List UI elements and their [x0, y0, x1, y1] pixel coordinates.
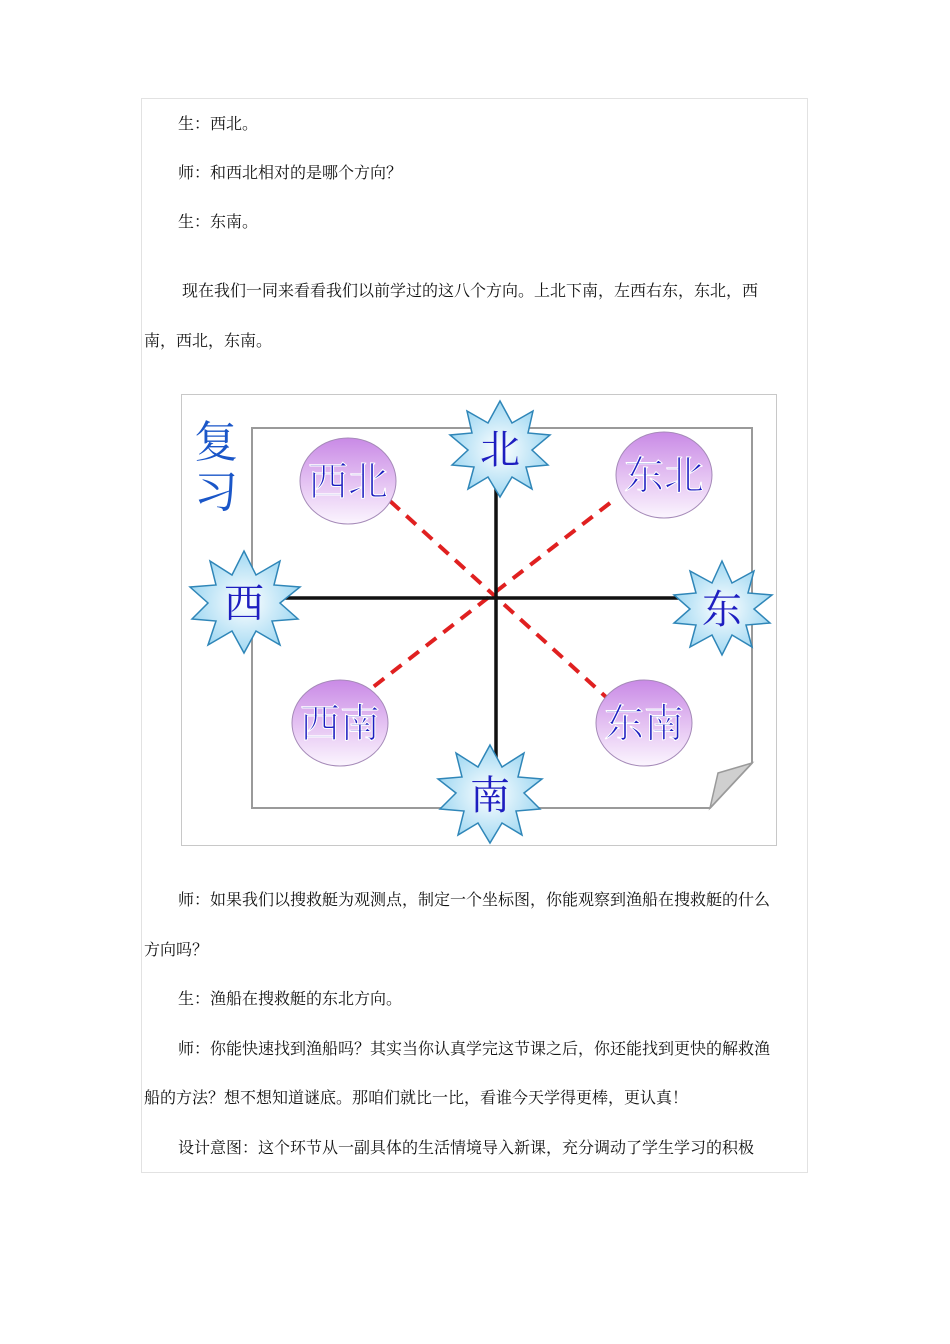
- label-northeast: 东北: [624, 453, 704, 499]
- dialog-line: 师：你能快速找到渔船吗？其实当你认真学完这节课之后，你还能找到更快的解救渔: [178, 1039, 771, 1058]
- design-intent-line: 设计意图：这个环节从一副具体的生活情境导入新课，充分调动了学生学习的积极: [178, 1138, 755, 1157]
- label-northwest: 西北: [308, 459, 388, 505]
- dialog-line: 生：西北。: [178, 114, 259, 133]
- review-label-2: 习: [194, 467, 238, 518]
- review-label-1: 复: [194, 417, 238, 468]
- dialog-line: 生：渔船在搜救艇的东北方向。: [178, 989, 403, 1008]
- label-west: 西: [224, 581, 264, 627]
- dialog-line: 方向吗？: [144, 940, 209, 959]
- paragraph-line: 南，西北，东南。: [144, 331, 273, 350]
- dialog-line: 生：东南。: [178, 212, 259, 231]
- label-south: 南: [470, 773, 510, 819]
- direction-diagram: [181, 394, 777, 846]
- dialog-line: 船的方法？想不想知道谜底。那咱们就比一比，看谁今天学得更棒，更认真！: [144, 1088, 689, 1107]
- label-southwest: 西南: [300, 701, 380, 747]
- paragraph-line: 现在我们一同来看看我们以前学过的这八个方向。上北下南，左西右东，东北，西: [182, 281, 759, 300]
- dialog-line: 师：如果我们以搜救艇为观测点，制定一个坐标图，你能观察到渔船在搜救艇的什么: [178, 890, 771, 909]
- label-southeast: 东南: [604, 701, 684, 747]
- label-east: 东: [702, 587, 742, 633]
- label-north: 北: [480, 427, 520, 473]
- dialog-line: 师：和西北相对的是哪个方向？: [178, 163, 403, 182]
